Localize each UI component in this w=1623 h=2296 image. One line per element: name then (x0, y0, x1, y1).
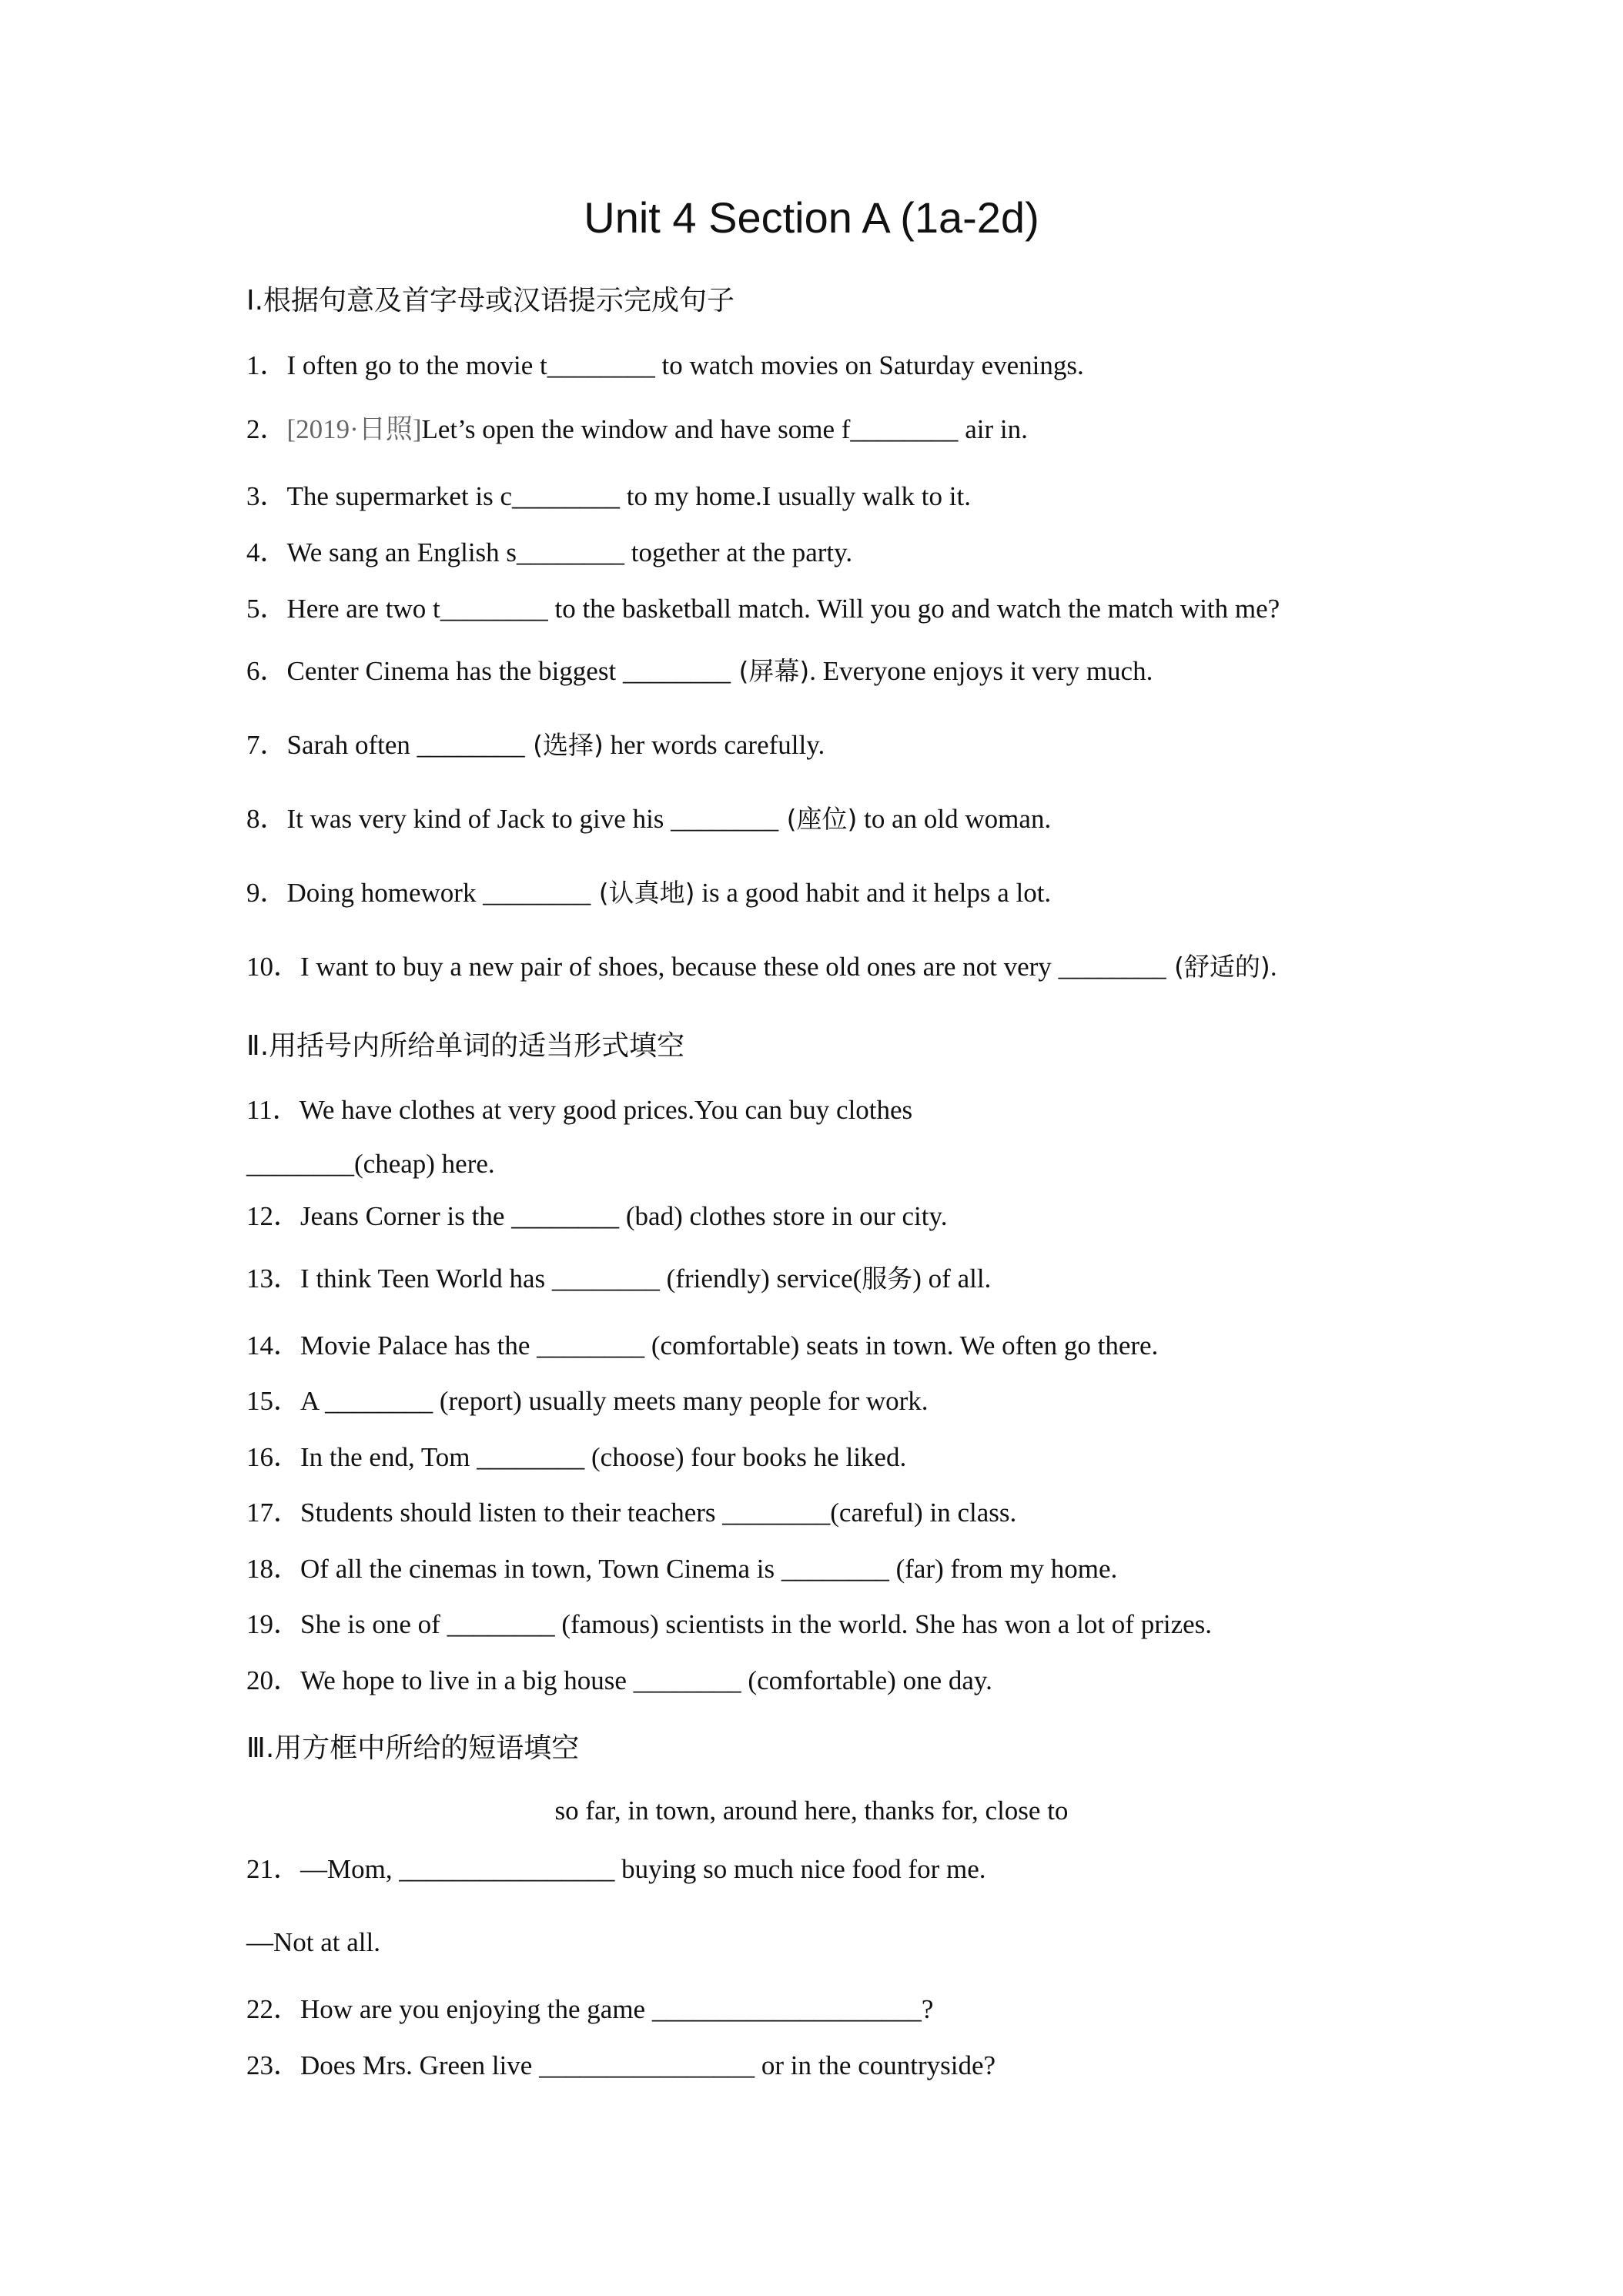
question-text-tail: together at the party. (631, 537, 853, 567)
question-text-tail: ________(cheap) here. (246, 1149, 495, 1179)
answer-blank[interactable]: ________ (671, 804, 779, 834)
question-number: 11． (246, 1095, 300, 1125)
question-number: 17． (246, 1498, 301, 1528)
question-13 (246, 1263, 991, 1294)
answer-blank[interactable]: ________ (551, 1263, 660, 1294)
answer-blank[interactable]: ________ (722, 1498, 831, 1528)
question-text: A (300, 1386, 326, 1416)
question-text-tail: (careful) in class. (830, 1498, 1017, 1528)
question-number: 14． (246, 1330, 301, 1361)
answer-blank[interactable]: ________ (483, 878, 591, 908)
question-number: 20． (246, 1665, 301, 1695)
answer-blank[interactable]: ________ (633, 1665, 741, 1695)
question-text-tail: ? (921, 1994, 934, 2024)
answer-blank[interactable]: ________ (622, 656, 731, 686)
question-number: 1． (246, 350, 287, 380)
question-text: Students should listen to their teachers (300, 1498, 723, 1528)
question-text: Here are two t________ (286, 594, 555, 624)
question-text-tail: (comfortable) seats in town. We often go there. (644, 1330, 1159, 1361)
question-text-tail: . (1270, 952, 1277, 982)
question-number: 16． (246, 1442, 301, 1472)
section-2-heading: Ⅱ.用括号内所给单词的适当形式填空 (246, 1030, 685, 1062)
question-2 (246, 414, 1028, 445)
question-text-tail: to watch movies on Saturday evenings. (661, 350, 1084, 380)
question-number: 7． (246, 730, 287, 760)
question-text: I want to buy a new pair of shoes, because these old ones are not very (300, 952, 1059, 982)
question-11 (246, 1095, 912, 1126)
question-text-tail: is a good habit and it helps a lot. (694, 878, 1052, 908)
question-8 (246, 804, 1051, 835)
question-number: 8． (246, 804, 287, 834)
question-text: —Mom, (300, 1854, 400, 1884)
chinese-gloss: 服务 (862, 1263, 913, 1294)
question-text-tail: to the basketball match. Will you go and watch the match with me? (554, 594, 1280, 624)
section-3-heading: Ⅲ.用方框中所给的短语填空 (246, 1732, 580, 1764)
source-tag: [2019·日照] (286, 414, 422, 444)
answer-blank[interactable]: ________ (1058, 952, 1166, 982)
question-text: She is one of (300, 1609, 447, 1639)
chinese-hint: (认真地) (591, 878, 695, 908)
answer-blank[interactable]: ________________ (399, 1854, 615, 1884)
question-4 (246, 537, 852, 568)
question-text: We have clothes at very good prices.You can buy clothes (299, 1095, 913, 1125)
question-16 (246, 1442, 906, 1473)
question-number: 2． (246, 414, 287, 444)
question-text-tail: . Everyone enjoys it very much. (809, 656, 1153, 686)
question-number: 10． (246, 952, 301, 982)
answer-blank[interactable]: ________ (781, 1554, 889, 1584)
question-10 (246, 952, 1277, 982)
question-text-tail: buying so much nice food for me. (614, 1854, 986, 1884)
chinese-hint: (座位) (778, 804, 858, 834)
question-text: I often go to the movie t________ (286, 350, 662, 380)
question-7 (246, 730, 825, 761)
question-text: The supermarket is c________ (286, 481, 627, 511)
question-text-mid: (friendly) service( (659, 1263, 862, 1294)
question-text: How are you enjoying the game (300, 1994, 652, 2024)
answer-blank[interactable]: ________ (477, 1442, 585, 1472)
phrase-box: so far, in town, around here, thanks for, close to (554, 1796, 1069, 1826)
question-14 (246, 1330, 1158, 1361)
question-text: It was very kind of Jack to give his (286, 804, 671, 834)
question-text: Of all the cinemas in town, Town Cinema is (300, 1554, 781, 1584)
answer-blank[interactable]: ________________ (539, 2050, 755, 2080)
question-text-tail: (choose) four books he liked. (584, 1442, 907, 1472)
question-text: Movie Palace has the (300, 1330, 537, 1361)
question-text-tail: (far) from my home. (888, 1554, 1118, 1584)
question-number: 22． (246, 1994, 301, 2024)
section-1-heading: Ⅰ.根据句意及首字母或汉语提示完成句子 (246, 285, 735, 316)
question-text: We hope to live in a big house (300, 1665, 634, 1695)
question-21-reply (246, 1927, 380, 1958)
question-text-tail: to an old woman. (857, 804, 1052, 834)
question-6 (246, 656, 1153, 687)
question-number: 21． (246, 1854, 301, 1884)
question-text-tail: (comfortable) one day. (741, 1665, 992, 1695)
question-22 (246, 1994, 933, 2025)
question-20 (246, 1665, 992, 1696)
question-number: 6． (246, 656, 287, 686)
question-text: Doing homework (286, 878, 484, 908)
chinese-hint: (舒适的) (1166, 952, 1270, 982)
question-number: 3． (246, 481, 287, 511)
answer-blank[interactable]: ________ (511, 1201, 620, 1231)
question-text: I think Teen World has (300, 1263, 552, 1294)
question-text: Center Cinema has the biggest (286, 656, 623, 686)
question-text-tail: air in. (965, 414, 1028, 444)
question-text-tail: her words carefully. (603, 730, 825, 760)
question-text-tail: (report) usually meets many people for work. (433, 1386, 929, 1416)
question-9 (246, 878, 1051, 909)
chinese-hint: (选择) (524, 730, 604, 760)
question-text: In the end, Tom (300, 1442, 477, 1472)
question-text: We sang an English s________ (286, 537, 631, 567)
question-text: Let’s open the window and have some f________ (421, 414, 965, 444)
question-text: Jeans Corner is the (300, 1201, 512, 1231)
question-number: 9． (246, 878, 287, 908)
question-11-continued (246, 1149, 495, 1180)
question-number: 18． (246, 1554, 301, 1584)
question-text-tail: ) of all. (912, 1263, 992, 1294)
question-number: 12． (246, 1201, 301, 1231)
chinese-hint: (屏幕) (730, 656, 810, 686)
page-title: Unit 4 Section A (1a-2d) (584, 193, 1039, 242)
question-number: 13． (246, 1263, 301, 1294)
question-text-tail: (bad) clothes store in our city. (619, 1201, 948, 1231)
question-number: 19． (246, 1609, 301, 1639)
question-text: Sarah often (286, 730, 417, 760)
answer-blank[interactable]: ____________________ (651, 1994, 922, 2024)
question-5 (246, 594, 1280, 624)
question-number: 23． (246, 2050, 301, 2080)
answer-blank[interactable]: ________ (325, 1386, 433, 1416)
question-18 (246, 1554, 1117, 1585)
question-1 (246, 350, 1084, 381)
question-number: 5． (246, 594, 287, 624)
question-text-tail: (famous) scientists in the world. She has won a lot of prizes. (554, 1609, 1213, 1639)
question-text-tail: to my home.I usually walk to it. (626, 481, 971, 511)
question-number: 4． (246, 537, 287, 567)
question-number: 15． (246, 1386, 301, 1416)
question-12 (246, 1201, 947, 1232)
question-text-tail: or in the countryside? (755, 2050, 996, 2080)
answer-blank[interactable]: ________ (537, 1330, 645, 1361)
question-text: Does Mrs. Green live (300, 2050, 540, 2080)
answer-blank[interactable]: ________ (447, 1609, 555, 1639)
question-3 (246, 481, 971, 512)
question-19 (246, 1609, 1212, 1640)
dialogue-reply: —Not at all. (246, 1927, 380, 1957)
question-23 (246, 2050, 996, 2081)
question-21 (246, 1854, 986, 1885)
question-15 (246, 1386, 929, 1417)
question-17 (246, 1498, 1016, 1528)
answer-blank[interactable]: ________ (417, 730, 525, 760)
